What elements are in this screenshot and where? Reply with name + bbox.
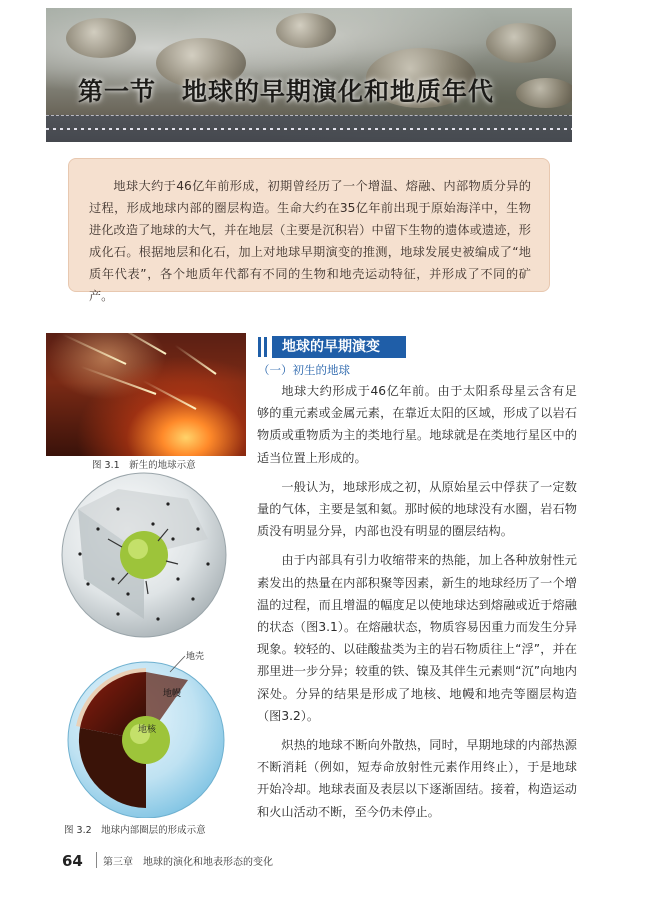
chapter-footer: 第三章 地球的演化和地表形态的变化 (103, 857, 273, 868)
banner-dotted-line (46, 128, 572, 130)
section-heading (258, 336, 406, 358)
figure-3-1-caption: 图 3.1 新生的地球示意 (92, 460, 196, 471)
section-title: 第一节 地球的早期演化和地质年代 (78, 77, 495, 106)
figure-sphere-initial-diagram (58, 469, 230, 641)
paragraph: 地球大约形成于46亿年前。由于太阳系母星云含有足够的重元素或金属元素，在靠近太阳的区域，形成了以岩石物质或重物质为主的类地行星。地球就是在类地行星区中的适当位置上形成的。 (257, 384, 577, 465)
heading-bar-2 (264, 337, 267, 357)
label-crust: 地壳 (186, 652, 205, 662)
body-text (257, 380, 577, 830)
label-mantle: 地幔 (163, 689, 182, 699)
figure-3-2-caption: 图 3.2 地球内部圈层的形成示意 (64, 825, 206, 836)
page-number: 64 (62, 852, 83, 870)
figure-newborn-earth-image (46, 333, 246, 456)
paragraph: 一般认为，地球形成之初，从原始星云中俘获了一定数量的气体，主要是氢和氦。那时候的地球没有水圈，岩石物质没有明显分异，内部也没有明显的圈层结构。 (257, 479, 577, 539)
intro-summary-box: 地球大约于46亿年前形成，初期曾经历了一个增温、熔融、内部物质分异的过程，形成地球内部的圈层构造。生命大约在35亿年前出现于原始海洋中，生物进化改造了地球的大气，并在地层（主要是沉积岩）中留下生物的遗体或遗迹，形成化石。根据地层和化石，加上对地球早期演变的推测，地球发展史被编成了“地质年代表”，各个地质年代都有不同的生物和地壳运动特征，并形成了不同的矿产。 (68, 158, 550, 292)
subsection-heading: （一）初生的地球 (258, 363, 350, 377)
chapter-banner-image (46, 8, 572, 142)
paragraph: 炽热的地球不断向外散热，同时，早期地球的内部热源不断消耗（例如，短寿命放射性元素作用终止），于是地球开始冷却。地球表面及表层以下逐渐固结。接着，构造运动和火山活动不断，至今仍未停止。 (257, 738, 577, 819)
label-core: 地核 (138, 725, 157, 735)
section-heading-label: 地球的早期演变 (272, 336, 406, 358)
paragraph: 由于内部具有引力收缩带来的热能，加上各种放射性元素发出的热量在内部积聚等因素，新生的地球经历了一个增温的过程，而且增温的幅度足以使地球达到熔融或近于熔融的状态（图3.1）。在熔融状态，物质容易因重力而发生分异现象。较轻的、以硅酸盐类为主的岩石物质往上“浮”，并在那里进一步分异；较重的铁、镍及其伴生元素则“沉”向地内深处。分异的结果是形成了地核、地幔和地壳等圈层构造（图3.2）。 (257, 553, 577, 723)
footer-divider (96, 852, 97, 868)
heading-bar-1 (258, 337, 261, 357)
